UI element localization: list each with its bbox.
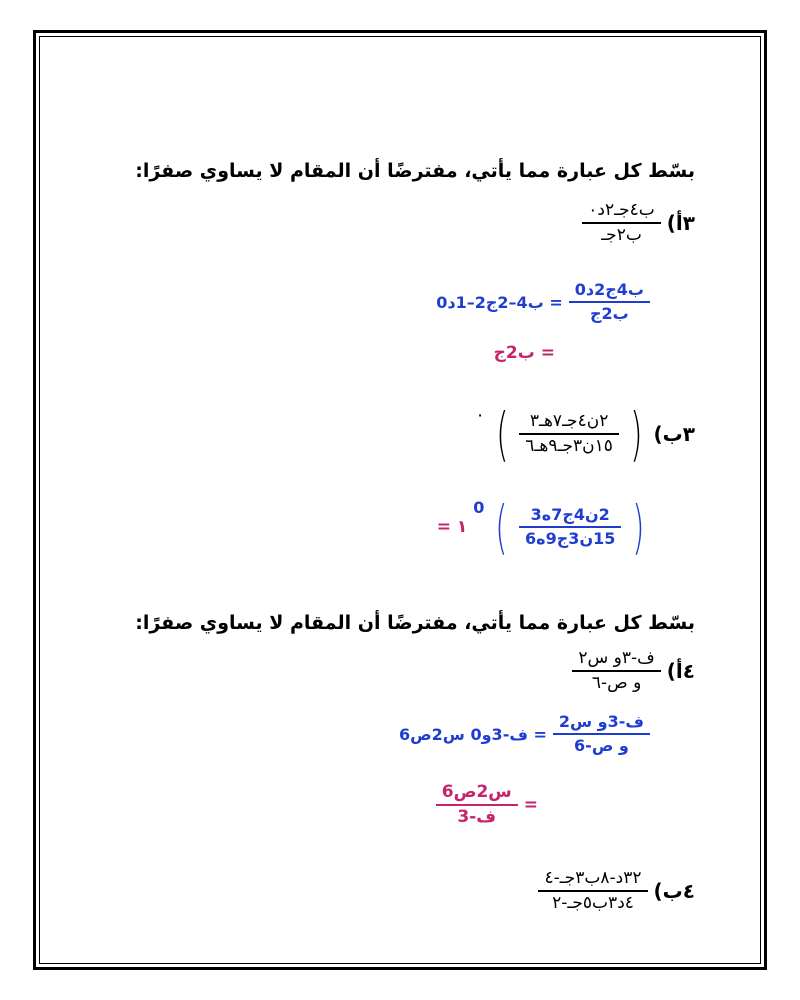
fraction-bar: [553, 733, 650, 735]
solution-3b-exponent: 0: [473, 498, 485, 517]
problem-4b-numerator: ٣٢د-٨ب٣جـ-٤: [544, 868, 642, 888]
problem-3b-fraction: [519, 411, 619, 458]
solution-4a-equals: =: [523, 795, 538, 816]
solution-3a-fraction: [569, 280, 650, 324]
problem-4a: [572, 648, 695, 695]
solution-4a-result-fraction: [436, 782, 518, 829]
right-paren: ): [495, 493, 508, 561]
instruction-2: بسّط كل عبارة مما يأتي، مفترضًا أن المقام لا يساوي صفرًا:: [135, 612, 695, 634]
problem-4a-denominator: و ص-٦: [591, 673, 642, 694]
solution-3b-numerator: 2ن4ج7ه3: [530, 505, 610, 524]
problem-3a-fraction: [582, 200, 661, 247]
left-paren: (: [632, 493, 645, 561]
solution-3a-simplified: = ب4–2ج2–1د0: [436, 292, 563, 312]
problem-4b-denominator: ٤د٣ب٥جـ-٢: [552, 893, 634, 914]
problem-4a-fraction: [572, 648, 660, 695]
solution-3b: [436, 493, 650, 561]
fraction-bar: [569, 301, 650, 303]
problem-3b-exponent: ٠: [475, 405, 485, 425]
solution-4a-step1: [399, 712, 650, 756]
solution-3b-fraction: [519, 505, 621, 549]
problem-3a-numerator: ب٤جـ٢د٠: [588, 200, 655, 220]
solution-3a-step1: [436, 280, 650, 324]
left-paren: (: [629, 400, 643, 468]
solution-4a-numerator: ف-3و س2: [558, 712, 644, 731]
problem-3b-numerator: ٢ن٤جـ٧هـ٣: [529, 410, 609, 431]
problem-3b-denominator: ١٥ن٣جـ٩هـ٦: [525, 436, 613, 456]
solution-3a-step2: = ب2ج: [493, 343, 555, 363]
fraction-bar: [572, 670, 660, 672]
fraction-bar: [436, 804, 518, 806]
problem-3b-label: ٣ب): [653, 422, 695, 446]
fraction-bar: [519, 433, 619, 435]
problem-3b: [475, 400, 695, 468]
problem-3a-label: ٣أ): [666, 211, 695, 236]
problem-4a-numerator: ف-٣و س٢: [578, 648, 655, 668]
solution-4a-simplified: = ف-3و0 س2ص6: [398, 724, 547, 744]
solution-3b-denominator: 15ن3ج9ه6: [525, 529, 616, 548]
solution-3a-numerator: ب4ج2د0: [574, 280, 644, 299]
fraction-bar: [519, 526, 621, 528]
fraction-bar: [582, 222, 661, 224]
problem-4a-label: ٤أ): [666, 659, 695, 684]
fraction-bar: [538, 890, 647, 892]
problem-4b: [538, 868, 695, 915]
problem-4b-fraction: [538, 868, 647, 915]
solution-3a-denominator: ب2ج: [590, 304, 629, 323]
problem-4b-label: ٤ب): [653, 879, 695, 904]
solution-4a-denominator: و ص-6: [574, 736, 629, 755]
problem-3a: [582, 200, 695, 247]
solution-4a-step2: [436, 782, 538, 829]
instruction-1: بسّط كل عبارة مما يأتي، مفترضًا أن المقام لا يساوي صفرًا:: [135, 160, 695, 182]
solution-4a-result-numerator: س2ص6: [441, 782, 512, 802]
right-paren: ): [495, 400, 509, 468]
problem-3a-denominator: ب٢جـ: [601, 225, 642, 246]
solution-4a-fraction: [553, 712, 650, 756]
solution-3b-result: = ١: [436, 517, 468, 537]
solution-4a-result-denominator: ف-3: [457, 807, 497, 828]
